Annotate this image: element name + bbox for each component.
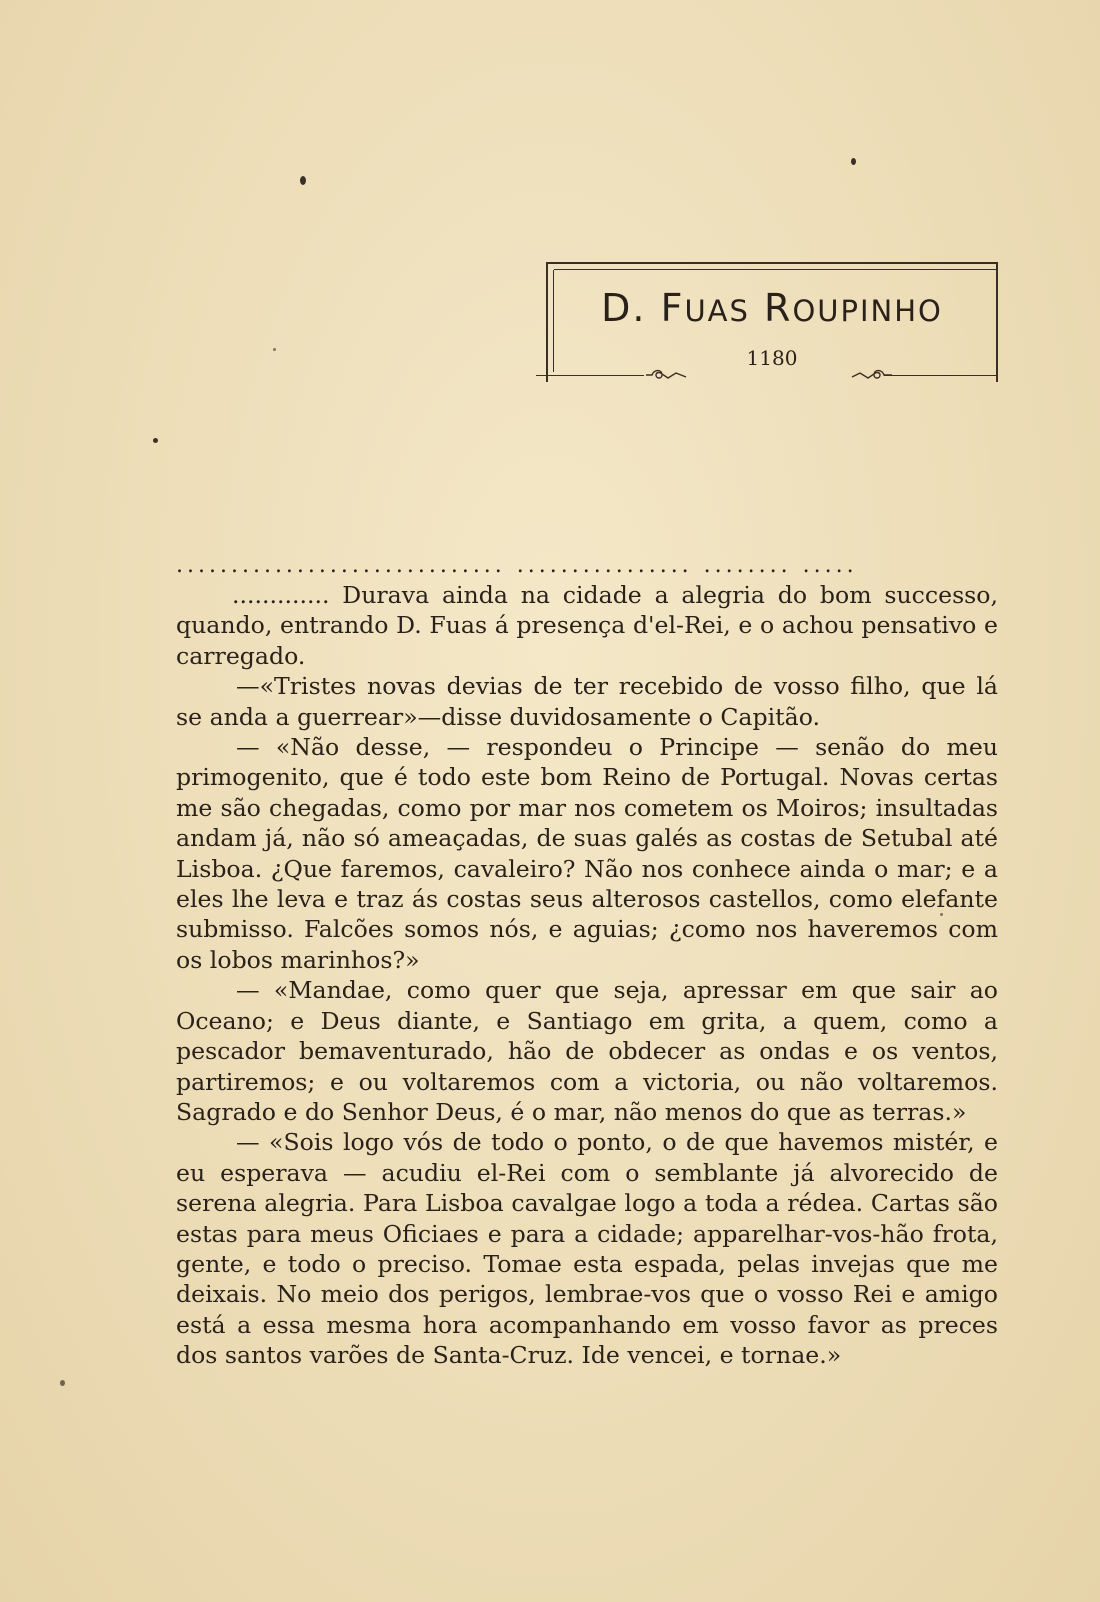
chapter-title xyxy=(548,286,996,330)
frame-bottom-rule xyxy=(536,375,644,376)
paper-speck xyxy=(273,348,276,351)
title-rest: UAS xyxy=(684,294,750,328)
flourish-left-ornament xyxy=(646,365,688,384)
frame-bottom-rule xyxy=(884,375,996,376)
paper-speck xyxy=(851,158,856,165)
chapter-heading-frame xyxy=(546,262,998,382)
frame-inner-rule xyxy=(554,269,996,270)
dot-leader-row: .............................. ................ ........ ..... xyxy=(176,553,858,578)
title-initial: R xyxy=(764,286,793,330)
body-text xyxy=(176,580,998,1371)
title-initial: D xyxy=(601,286,633,330)
paper-speck xyxy=(153,438,158,443)
paragraph: — «Não desse, — respondeu o Principe — senão do meu primogenito, que é todo este bom Reino de Portugal. Novas certas me são chegadas, como por mar nos cometem os Moiros; insultadas andam já, não só ameaçadas, de suas galés as costas de Setubal até Lisboa. ¿Que faremos, cavaleiro? Não nos conhece ainda o mar; e a eles lhe leva e traz ás costas seus alterosos castellos, como elefante submisso. Falcões somos nós, e aguias; ¿como nos haveremos com os lobos marinhos?» xyxy=(176,733,998,974)
paragraph: ............. Durava ainda na cidade a alegria do bom successo, quando, entrando D. Fuas á presença d'el-Rei, e o achou pensativo e carregado. xyxy=(176,581,998,670)
paper-speck xyxy=(60,1380,65,1386)
paragraph: — «Mandae, como quer que seja, apressar em que sair ao Oceano; e Deus diante, e Santiago em grita, a quem, como a pescador bemaventurado, hão de obdecer as ondas e os ventos, partiremos; e ou voltaremos com a victoria, ou não voltaremos. Sagrado e do Senhor Deus, é o mar, não menos do que as terras.» xyxy=(176,976,998,1126)
chapter-year: 1180 xyxy=(746,346,798,370)
paragraph: —«Tristes novas devias de ter recebido de vosso filho, que lá se anda a guerrear»—disse duvidosamente o Capitão. xyxy=(176,672,998,731)
title-initial: F xyxy=(660,286,685,330)
paragraph: — «Sois logo vós de todo o ponto, o de que havemos mistér, e eu esperava — acudiu el-Rei com o semblante já alvorecido de serena alegria. Para Lisboa cavalgae logo a toda a rédea. Cartas são estas para meus Oficiaes e para a cidade; apparelhar-vos-hão frota, gente, e todo o preciso. Tomae esta espada, pelas invejas que me deixais. No meio dos perigos, lembrae-vos que o vosso Rei e amigo está a essa mesma hora acompanhando em vosso favor as preces dos santos varões de Santa-Cruz. Ide vencei, e tornae.» xyxy=(176,1128,998,1370)
title-rest: OUPINHO xyxy=(792,294,943,328)
paper-speck xyxy=(300,176,306,185)
title-rest: . xyxy=(632,286,647,330)
